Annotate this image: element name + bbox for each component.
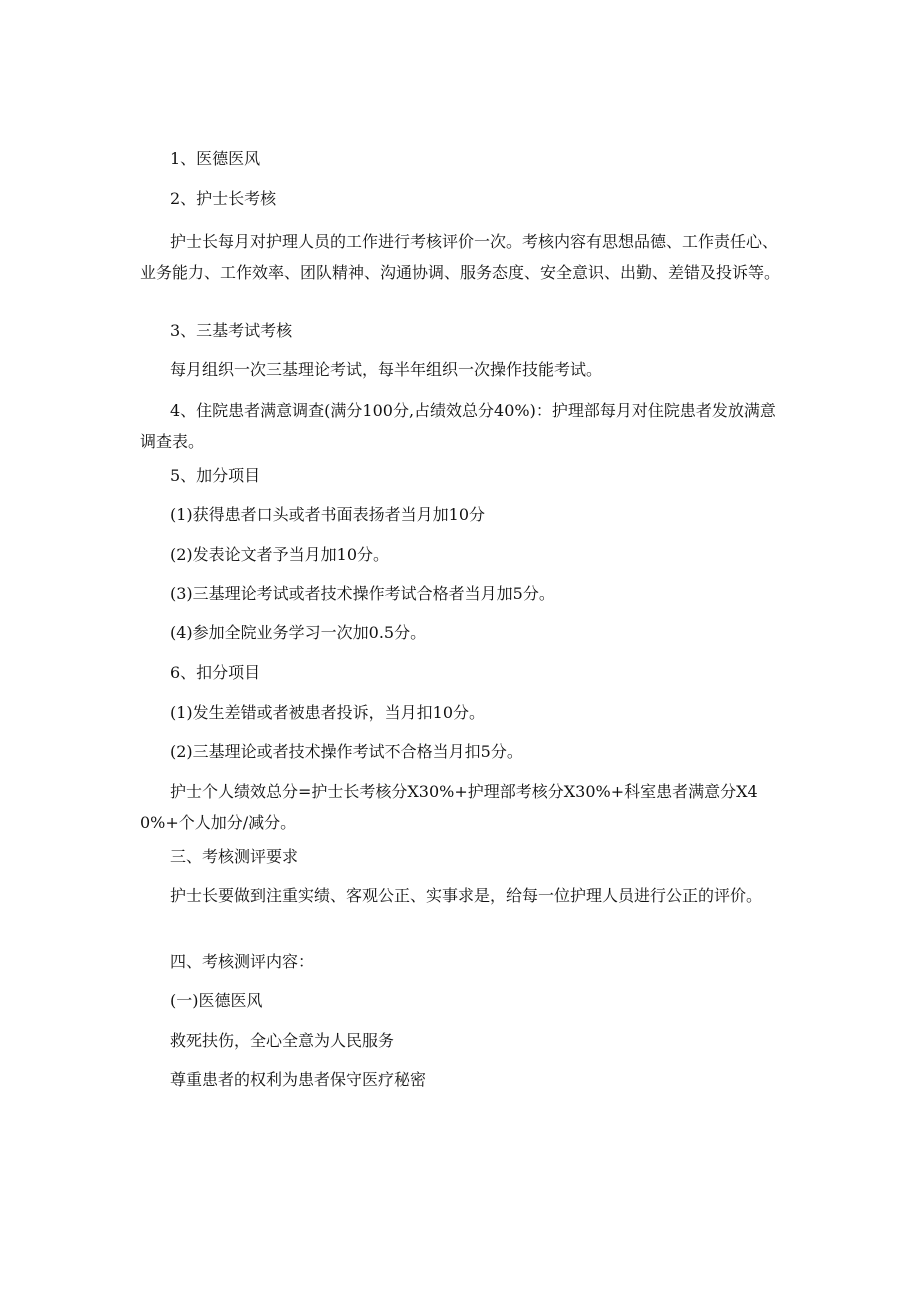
deduction-item-1: (1)发生差错或者被患者投诉，当月扣10分。 <box>170 703 486 722</box>
paragraph-assessment-requirements: 护士长要做到注重实绩、客观公正、实事求是，给每一位护理人员进行公正的评价。 <box>170 886 763 905</box>
heading-3-three-basics-exam: 3、三基考试考核 <box>170 321 293 340</box>
paragraph-patient-satisfaction: 4、住院患者满意调查(满分100分,占绩效总分40%)：护理部每月对住院患者发放满意调查表。 <box>140 401 776 451</box>
paragraph-respect-patient-rights: 尊重患者的权利为患者保守医疗秘密 <box>170 1070 427 1089</box>
paragraph-head-nurse-assessment: 护士长每月对护理人员的工作进行考核评价一次。考核内容有思想品德、工作责任心、业务能力、工作效率、团队精神、沟通协调、服务态度、安全意识、出勤、差错及投诉等。 <box>140 232 781 282</box>
heading-5-bonus-items: 5、加分项目 <box>170 466 261 485</box>
bonus-item-1: (1)获得患者口头或者书面表扬者当月加10分 <box>170 505 486 524</box>
heading-2-head-nurse-assessment: 2、护士长考核 <box>170 189 277 208</box>
bonus-item-4: (4)参加全院业务学习一次加0.5分。 <box>170 623 427 642</box>
paragraph-three-basics-exam: 每月组织一次三基理论考试，每半年组织一次操作技能考试。 <box>170 360 603 379</box>
heading-assessment-content: 四、考核测评内容： <box>170 952 315 971</box>
bonus-item-3: (3)三基理论考试或者技术操作考试合格者当月加5分。 <box>170 584 555 603</box>
deduction-item-2: (2)三基理论或者技术操作考试不合格当月扣5分。 <box>170 742 523 761</box>
paragraph-performance-formula: 护士个人绩效总分=护士长考核分X30%+护理部考核分X30%+科室患者满意分X40%+个人加分/减分。 <box>140 782 758 832</box>
heading-1-medical-ethics: 1、医德医风 <box>170 149 261 168</box>
heading-assessment-requirements: 三、考核测评要求 <box>170 847 299 866</box>
subheading-medical-ethics: (一)医德医风 <box>170 991 263 1010</box>
bonus-item-2: (2)发表论文者予当月加10分。 <box>170 545 390 564</box>
paragraph-serve-people: 救死扶伤，全心全意为人民服务 <box>170 1031 395 1050</box>
heading-6-deduction-items: 6、扣分项目 <box>170 663 261 682</box>
